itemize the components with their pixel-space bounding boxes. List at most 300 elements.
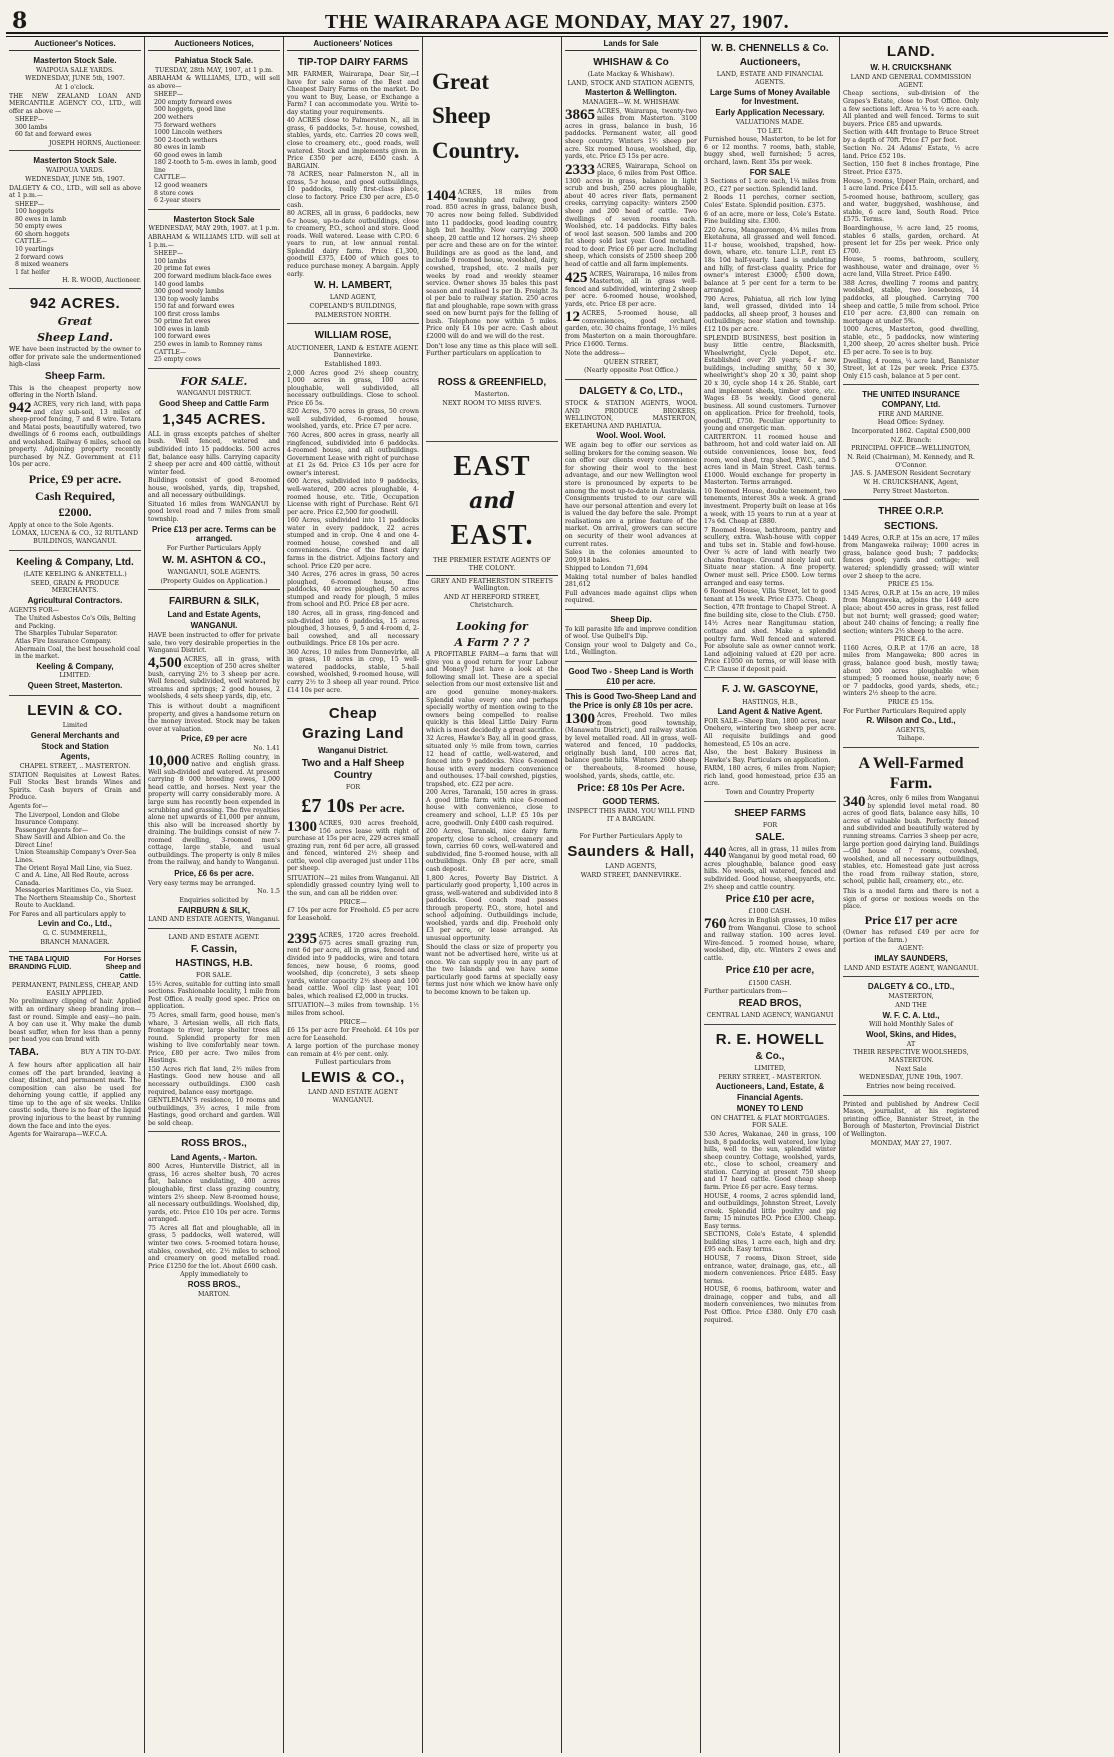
text-col2-a2-items-8: 100 first cross lambs	[154, 310, 220, 318]
text-col3-a2-items-2: 760 Acres, 800 acres in grass, nearly all ringfenced, subdivided into 6 paddocks. 4-roomed house, and all outbuildings. Government Lease with right of purchase at £1 2s 6d. Price £3 10s per acre for owner's interest.	[287, 432, 419, 477]
text-col7-a4-p2: This is a model farm and there is not a sign of gorse or noxious weeds on the place.	[843, 887, 979, 911]
text-col6-a2-items-2: FARM, 180 acres, 6 miles from Napier; rich land, good homestead, price £35 an acre.	[704, 765, 836, 788]
text-col4-country: Country.	[432, 137, 520, 163]
text-col5-a4-price: Price: £8 10s Per Acre.	[577, 783, 685, 795]
text-col3-a3-per: Per acre.	[359, 800, 405, 815]
text-col1-a2-sub: WAIPOUA YARDS.	[45, 167, 105, 175]
text-col2-a2-items-2: 20 prime fat ewes	[154, 265, 211, 273]
text-col5-a3-title: Sheep Dip.	[610, 615, 652, 625]
text-col6-a1-items-10: Section, 47ft frontage to Chapel Street. A fine building site, close to the Club. £750.	[704, 604, 836, 619]
text-col2-a2-items-12: 250 ewes in lamb to Romney rams	[154, 341, 263, 349]
text-col5-a4-terms: GOOD TERMS.	[602, 797, 660, 807]
text-col7-a1-name: W. H. CRUICKSHANK	[870, 63, 952, 73]
text-col7-a5-and: AND THE	[895, 1001, 927, 1009]
column-3	[284, 37, 423, 1753]
text-col1-a1-sign: JOSEPH HORNS, Auctioneer.	[49, 139, 141, 147]
text-col1-a2-items-3: 50 empty ewes	[15, 223, 63, 231]
text-col7-a1-items-5: 5-roomed house, bathroom, scullery, gas and water, buggyshed, washhouse, and stable, 6 acre land, South Road. Price £575. Terms.	[843, 193, 979, 224]
text-col1-a6-p3: A few hours after application all hair comes off the part branded, leaving a clear, distinct, and permanent mark. The composition can also be used for dehorning young cattle, if applied any time up to the age of six weeks. Unlike caustic soda, there is no fear of the liquid proving injurious to the beast by running down the face and into the eyes.	[9, 1062, 141, 1130]
text-col6-a4-items-4: HOUSE, 6 rooms, bathroom, water and drainage, copper and tubs, and all modern conveniences, two minutes from Post Office. Price £380. Only £70 cash required.	[704, 1286, 836, 1324]
text-col3-a3-pricehead2: PRICE—	[339, 1018, 367, 1026]
text-col1-a2-items-0: SHEEP—	[15, 200, 45, 208]
text-col1-a5-sub3: Agents,	[60, 752, 90, 762]
headline-great: Great	[432, 69, 490, 94]
text-col4-town: Masterton.	[474, 390, 510, 398]
text-col2-a2-items-11: 100 forward ewes	[154, 333, 211, 341]
text-col1-a2-items-7: 2 forward cows	[15, 253, 64, 261]
text-col1-a4-items-2: Atlas Fire Insurance Company.	[15, 638, 112, 646]
text-col3-a1-items-0: 40 ACRES close to Palmerston N., all in grass, 6 paddocks, 5-r. house, cowshed, stables, yards, etc. Carries 20 cows well, close to creamery, etc., good roads, well watered. Stock and implements given in. Price £350 per acre, £450 cash. A BARGAIN.	[287, 117, 419, 170]
text-col1-a3-p1: WE have been instructed by the owner to offer for private sale the undermentioned high-class	[9, 345, 141, 369]
text-col1-a3-apply: Apply at once to the Sole Agents.	[9, 521, 114, 529]
text-col1-a5-items-5: C and A. Line, All Red Route, across Canada.	[15, 872, 129, 887]
text-col2-a4-title: FAIRBURN & SILK,	[169, 596, 259, 608]
text-col7-a2-agent: W. H. CRUICKSHANK, Agent,	[863, 479, 959, 487]
ad-942-acres	[9, 291, 141, 551]
text-col4-items-1: 200 Acres, Taranaki, 150 acres in grass. A good little farm with nice 6-roomed house with convenience, close to creamery and school, L.I.P. £5 10s per acre, goodwill. Only £400 cash required.	[426, 789, 558, 827]
text-col1-a3-p3: ACRES, very rich land, with papa and clay sub-soil, 13 miles of sheep-proof fencing, 7 and 8 wire. Totara and Matai posts, beautifully watered, two dwellings of 6 rooms each, outbuildings and woolshed. Railway 6 miles, school on property. Adjoining property recently purchased by N.Z. Government at £11 10s per acre.	[9, 400, 141, 469]
text-col2-a2-items-10: 100 ewes in lamb	[154, 325, 209, 333]
text-col1-a3-num: 942	[9, 399, 32, 416]
text-col7-a1-items-9: 1000 Acres, Masterton, good dwelling, stable, etc., 5 paddocks, now wintering 1,200 sheep, 20 acres shelter bush. Price £5 per acre. To see is to buy.	[843, 326, 979, 356]
text-col2-a6-items-0: 800 Acres, Hunterville District, all in grass, 16 acres shelter bush, 70 acres flat, balance undulating, 400 acres ploughable, first class grazing country, winters 2½ sheep. New 8-roomed house, all necessary outbuildings. Woolshed, dip, yards, etc. Price £10 10s per acre. Terms arranged.	[148, 1163, 280, 1224]
text-col6-a1-val: VALUATIONS MADE.	[735, 118, 805, 126]
text-col5-a1-addr: QUEEN STREET,	[603, 358, 659, 366]
text-col2-a2-items-13: CATTLE—	[154, 348, 187, 356]
text-col2-a4-p4: ACRES Rolling country, in native and english grass. Well sub-divided and watered. At present carrying 8 000 breeding ewes, 1,000 head cattle, and horses. Next year the property will carry considerably more. A large sum has recently been expended in scrubbing and grassing. The five royalties alone net upwards of £1,000 per annum, this also will be increased shortly by draining. The buildings consist of new 7-roomed dwelling, 3-roomed men's cottage, large stable, and usual outbuildings. The property is only 8 miles from the railway, and handy to Wanganui.	[148, 753, 280, 867]
text-col1-a3-sub2: Sheep Land.	[37, 330, 113, 344]
text-col2-a2-items-14: 25 empty cows	[154, 356, 201, 364]
text-col7-a3-apply: For Further Particulars Required apply	[843, 707, 966, 715]
text-col2-a6-items-1: 75 Acres all flat and ploughable, all in grass, 5 paddocks, well watered, will winter two cows. 5-roomed totara house, stables, cowshed, etc. 2½ miles to school and creamery on good metalled road. Price £1250 for the lot. About £600 cash.	[148, 1224, 280, 1270]
text-col1-a6-p2: No preliminary clipping of hair. Applied with an ordinary sheep branding iron—fast or round. Simple and easy—no pain. A boy can use it. Why make the dumb beast suffer, when for less than a penny per head you can brand with	[9, 998, 141, 1044]
text-col3-a3-name: LEWIS & CO.,	[301, 1069, 405, 1087]
text-col7-a2-inc: Incorporated 1862. Capital £500,000	[851, 428, 971, 436]
text-col3-a2-items-1: 820 Acres, 570 acres in grass, 50 crown well subdivided, 6-roomed house, woolshed, yards, etc. Price £7 per acre.	[287, 408, 419, 431]
text-col4-name: ROSS & GREENFIELD,	[437, 376, 547, 388]
ad-fairburn-silk	[148, 592, 280, 929]
text-col7-imprint: Printed and published by Andrew Cecil Mason, journalist, at his registered printing office, Bannister Street, in the Borough of Masterton, Provincial District of Wellington.	[843, 1100, 979, 1139]
text-col2-a4-no2: No. 1.5	[257, 888, 280, 896]
imprint	[843, 1098, 979, 1151]
text-col1-a5-addr: CHAPEL STREET, .. MASTERTON.	[19, 763, 131, 771]
text-col2-a4-town: WANGANUI.	[190, 621, 238, 631]
text-col6-a1-items-1: 2 Roods 11 perches, corner section, Coles' Estate. Splendid position. £375.	[704, 194, 836, 209]
column-2	[145, 37, 284, 1753]
text-col2-a2-items-7: 150 fat and forward ewes	[154, 303, 235, 311]
text-col7-a5-entries: Entries now being received.	[866, 1083, 956, 1091]
text-col5-a4-num: 1300	[565, 711, 595, 728]
text-col5-a4-role: LAND AGENTS,	[605, 863, 657, 871]
text-col7-a4-role: LAND AND ESTATE AGENT, WANGANUI.	[843, 964, 979, 972]
text-col5-a1-mgr: MANAGER—W. M. WHISHAW.	[582, 99, 680, 107]
text-col7-a4-price: Price £17 per acre	[864, 912, 958, 927]
text-col1-a3-amount: £2000.	[58, 505, 92, 520]
text-col7-a2-office: Head Office: Sydney.	[877, 419, 945, 427]
text-col1-a3-agents: LOMAX, LUCENA & CO., 32 RUTLAND BUILDINGS, WANGANUI.	[11, 530, 139, 546]
text-col1-a3-title: 942 ACRES.	[29, 294, 121, 312]
text-col2-a4-name: FAIRBURN & SILK,	[178, 905, 250, 915]
text-col3-a3-p2: SITUATION—21 miles from Wanganui. All splendidly grassed country lying well to the sun, and can all be ridden over.	[287, 874, 419, 897]
text-col3-a3-p5: SITUATION—3 miles from township. 1½ miles from school.	[287, 1002, 419, 1017]
text-col1-a5-sub1: General Merchants and	[30, 730, 120, 740]
column-5	[562, 37, 701, 1753]
ad-dalgety-wool	[565, 382, 697, 610]
ad-read-bros-sheep-farms	[704, 804, 836, 1025]
text-col5-a1-num3: 425	[565, 269, 588, 286]
text-col2-a3-p2: Buildings consist of good 8-roomed house, woolshed, yards, dip, trapshed, and all necessary outbuildings.	[148, 477, 280, 500]
ad-levin-co	[9, 698, 141, 952]
text-col3-a3-p7: A large portion of the purchase money can remain at 4½ per cent. only.	[287, 1043, 419, 1058]
text-col6-a4-ltd: LIMITED,	[754, 1065, 786, 1073]
text-col6-a3-apply: Further particulars from—	[704, 988, 788, 996]
text-col6-a4-role: Auctioneers, Land, Estate, &	[715, 1082, 825, 1092]
text-col6-a1-p1: Furnished house, Masterton, to be let for 6 or 12 months. 7 rooms, bath, stable, buggy shed, well furnished; 5 acres, orchard, lawn. Rent 35s per week.	[704, 136, 836, 166]
text-col5-a2-stats2: Shipped to London 71,694	[565, 565, 648, 573]
text-col5-a1-p2: ACRES, Wairarapa, twenty-two miles from Masterton. 3100 acres in grass, balance in bush, 16 paddocks. Permanent water, all good sheep country. Winters 1½ sheep per acre. Six roomed house, woolshed, dip, yards, etc. Price £5 15s per acre.	[565, 107, 697, 161]
text-col2-a2-items-4: 140 good lambs	[154, 280, 204, 288]
text-col6-a1-role: Auctioneers,	[739, 57, 801, 69]
text-col3-a2-role: AUCTIONEER, LAND & ESTATE AGENT. Dannevirke.	[287, 344, 419, 360]
column-header: Lands for Sale	[565, 39, 697, 51]
text-col7-a3-prices-2: PRICE £5 15s.	[887, 698, 935, 706]
text-col7-a1-items-3: Section, 150 feet 8 inches frontage, Pine Street. Price £375.	[843, 161, 979, 177]
column-header: Auctioneer's Notices.	[9, 39, 141, 51]
text-col4-items-3: 1,800 Acres, Poverty Bay District. A particularly good property, 1,100 acres in grass, well-watered and subdivided into 8 paddocks. Good coach road passes through property. P.O., store, hotel and school adjoining. Outbuildings include, woolshed, yards and dip. Freehold only £3 per acre, or lease arranged. An unusual opportunity.	[426, 874, 558, 943]
text-col4-p1: ACRES, 18 miles from township and railway, good road. 850 acres in grass, balance bush, 70 acres now being felled. Subdivided into 11 paddocks, good leading country, high but healthy. Now carrying 2000 sheep, 20 cattle and 12 horses. 2½ sheep per acre and these are on for the winter. Buildings are as good as the land, and include 9 roomed house, woolshed, dairy, cowshed, trapshed, etc. 2 mails per weeks by road and weekly steamer service. Owner shows 35 bales this past season and realised 1s per lb. Freight 3s ol per bale to railway station. 250 acres flat and ploughable, rape sown with grass seed on new burnt pays for the felling of bush. Telephone now within 5 miles. Price only £4 10s per acre. Cash about £2000 will do and we will do the rest.	[426, 189, 558, 340]
text-col7-a3-role: AGENTS,	[896, 726, 926, 734]
text-col1-a3-price: Price, £9 per acre.	[28, 472, 122, 487]
text-col1-a1-title: Masterton Stock Sale.	[33, 55, 117, 65]
text-col2-a3-price: Price £13 per acre. Terms can be arranged.	[152, 524, 276, 544]
text-col2-a1-items-13: 6 2-year steers	[154, 197, 201, 205]
text-col6-a1-items-5: SPLENDID BUSINESS, best position in busy little centre, Blacksmith, Wheelwright, Cycle Depot, etc. Established over 20 years; 4-r new buildings, including smithy, 50 x 30, wheelwright's shop 20 x 30, paint shop 20 x 30, cycle shop 14 x 26. Stable, cart and implement sheds, timber store, etc. Wages £8 5s weekly. Good general business. All sound customers. Turnover on application. Price for freehold, tools, goodwill, £750. Peculiar opportunity to young and energetic man.	[704, 334, 836, 433]
ad-william-rose	[287, 326, 419, 699]
text-col2-a1-items-10: CATTLE—	[154, 174, 187, 182]
text-col6-a1-title: W. B. CHENNELLS & Co.	[711, 43, 829, 54]
text-col5-a4-name: Saunders & Hall,	[567, 843, 695, 861]
text-col1-a4-ltd: LIMITED.	[59, 672, 91, 680]
text-col1-a4-addr: Queen Street, Masterton.	[27, 681, 123, 691]
text-col7-a3-items-2: 1160 Acres, O.R.P. at 17/6 an acre, 18 miles from Mangaweka; 800 acres in grass, balance good bush, mostly tawa; about 300 acres ploughable when stumped; 5 roomed house, nearly new; 6 or 7 paddocks, good yards, sheds, etc.; winters 2½ sheep to the acre.	[843, 644, 979, 698]
text-col1-a3-h: Sheep Farm.	[44, 370, 106, 382]
text-col1-a5-items-4: The Orient Royal Mail Line, via Suez.	[15, 864, 133, 872]
text-col3-a2-est: Established 1893.	[324, 360, 382, 368]
text-col6-a1-items-6: CARTERTON. 11 roomed house and bathroom, hot and cold water laid on. All outside conveniences, loose box, feed room, wool shed, trap shed, P.W.C., and 5 acres land in Main Street. Cash terms. £1000. Would exchange for property in Masterton. Terms arranged.	[704, 433, 836, 487]
text-col6-a1-h2: Early Application Necessary.	[715, 108, 825, 118]
text-col5-a2-p1: STOCK & STATION AGENTS, WOOL AND PRODUCE BROKERS, WELLINGTON, MASTERTON, EKETAHUNA AND PAHIATUA.	[565, 400, 697, 430]
text-col7-a4-note: (Owner has refused £49 per acre for portion of the farm.)	[843, 929, 979, 944]
text-col6-a1-fs: FOR SALE	[749, 167, 791, 177]
text-col1-a2-title: Masterton Stock Sale.	[33, 156, 117, 166]
text-col6-a4-chat: ON CHATTEL & FLAT MORTGAGES. FOR SALE.	[710, 1114, 830, 1130]
text-col5-a3-p1: To kill parasite life and improve condition of wool. Use Quibell's Dip.	[565, 625, 697, 641]
masthead	[6, 8, 1108, 34]
text-col4-and: and	[469, 488, 515, 515]
column-4	[423, 37, 562, 1753]
text-col1-a5-agents: Agents for—	[9, 803, 48, 811]
text-col5-a4-h1: Good Two - Sheep Land is Worth £10 per acre.	[568, 667, 694, 686]
text-col6-a2-title: F. J. W. GASCOYNE,	[721, 684, 819, 696]
text-col6-a3-num2: 760	[704, 915, 727, 932]
text-col7-a1-role: LAND AND GENERAL COMMISSION AGENT.	[850, 74, 972, 89]
text-col7-a3-sub: SECTIONS.	[884, 520, 938, 532]
text-col5-a1-p3: ACRES, Wairarapa, School on place, 6 miles from Post Office. 1300 acres in grass, balance in light scrub and bush, 250 acres ploughable, about 40 acres river flats, permanent creeks, carrying capacity: winters 2500 sheep and 200 head of cattle. Two dwellings of seven rooms each. Woolshed, etc. 14 paddocks. Fifty bales of wool last season. 500 lambs and 200 fat sheep sold last year. Good metalled road to door. Price £6 per acre. Including sheep, which consists of 2500 sheep 200 head of cattle and all farm implements.	[565, 162, 697, 268]
text-col3-a3-price: £7 10s	[301, 794, 355, 817]
text-col1-a2-sign: H. R. WOOD, Auctioneer.	[62, 277, 141, 285]
ad-well-farmed-farm	[843, 750, 979, 977]
text-col1-a5-name: Levin and Co., Ltd.,	[38, 919, 112, 929]
text-col2-a5-fs: FOR SALE.	[196, 972, 232, 980]
text-col7-a1-items-8: 388 Acres, dwelling 7 rooms and pantry, woolshed, stable, two loosebozes, 14 paddocks, all ploughed. Carrying 700 sheep and cattle, 5 mile from school. Price £10 per acre. £3,800 can remain on mortgage at under 5%.	[843, 279, 979, 325]
text-col6-a1-items-3: 220 Acres, Mangaorongo, 4¼ miles from Eketahuna, all grassed and well fenced. 11-r house, woolshed, trapshed, how-down, whare, etc. tenure L.I.P., rent £5 18s 10d half-yearly. Land is undulating and hilly, of first-class quality. Price for owner's interest £3000; £500 down, balance at 5 per cent for a term to be arranged.	[704, 226, 836, 295]
text-col2-a1-items-0: SHEEP—	[154, 91, 184, 99]
text-col6-a1-items-2: 6 of an acre, more or less, Cole's Estate. Fine building site. £300.	[704, 210, 836, 226]
column-6	[701, 37, 840, 1753]
text-col6-a4-items-3: HOUSE, 7 rooms, Dixon Street, side entrance, water, drainage, gas, etc., all modern conveniences. Price £485. Easy terms.	[704, 1255, 836, 1285]
text-col2-a4-num1: 4,500	[148, 654, 182, 671]
text-col3-a2-items-7: 360 Acres, 10 miles from Dannevirke, all in grass, 10 acres in crop, 15 well-watered paddocks, stable, 5-bail cowshed, woolshed, 9-roomed house, will carry 2½ to 3 sheep all year round. Price £14 10s per acre.	[287, 648, 419, 694]
text-col7-a4-title: A Well-Farmed Farm.	[858, 755, 964, 792]
text-col2-a1-items-6: 500 2-tooth wethers	[154, 136, 218, 144]
text-col1-a1-time: At 1 o'clock.	[55, 83, 95, 91]
newspaper-title: THE WAIRARAPA AGE MONDAY, MAY 27, 1907.	[324, 11, 790, 33]
text-col7-a4-num: 340	[843, 794, 866, 811]
text-col1-a6-right: For Horses Sheep and Cattle.	[104, 955, 141, 980]
text-col1-a5-items-0: The Liverpool, London and Globe Insurance Company.	[15, 811, 120, 827]
text-col2-a1-items-12: 8 store cows	[154, 189, 194, 197]
text-col2-a4-p2: ACRES, all in grass, with exception of 250 acres shelter bush, carrying 2½ to 3 sheep per acre. Well fenced, subdivided, well watered by streams and springs; 2 good houses, 2 woolsheds, 4 sets sheep yards, dip, etc.	[148, 655, 280, 701]
text-col3-a3-p3: £7 10s per acre for Freehold. £5 per acre for Leasehold.	[287, 907, 419, 922]
text-col7-a5-p2: THEIR RESPECTIVE WOOLSHEDS, MASTERTON.	[853, 1049, 969, 1065]
ad-gascoyne	[704, 680, 836, 801]
text-col1-a6-tin: BUY A TIN TO-DAY.	[80, 1049, 141, 1057]
text-col3-a2-items-6: 180 Acres, all in grass, ring-fenced and sub-divided into 6 paddocks, 15 acres ploughed, 3 houses, 9, 5 and 4-room d, 2-bail cowshed, and all necessary outbuildings. Price £8 10s per acre.	[287, 609, 419, 648]
text-col7-a1-items-6: Boardinghouse, ½ acre land, 25 rooms, stables 6 stalls, garden, orchard. At present let for 25s per week. Price only £700.	[843, 224, 979, 255]
text-col3-a1-bldg: COPELAND'S BUILDINGS,	[309, 302, 397, 310]
ad-saunders-hall	[565, 664, 697, 884]
ad-sheep-dip	[565, 612, 697, 662]
text-col6-a1-items-9: 6 Roomed House, Villa Street, let to good tenant at 15s week. Price £375. Cheap.	[704, 588, 836, 603]
text-col1-a1-body: THE NEW ZEALAND LOAN AND MERCANTILE AGENCY CO., LTD., will offer as above —	[9, 92, 141, 115]
text-col1-a2-items-5: CATTLE—	[15, 238, 48, 246]
text-col2-a3-apply: For Further Particulars Apply	[166, 545, 262, 553]
text-col2-a4-price1: Price, £9 per acre	[180, 734, 248, 744]
text-col2-a3-p3: Situated 16 miles from WANGANUI by good level road and 7 miles from small township.	[148, 500, 280, 524]
text-col4-east2: EAST.	[450, 520, 534, 552]
text-col7-a1-items-0: Cheap sections, sub-division of the Grapes's Estate, close to Post Office. Only a few sections left. Area ¼ to ½ acre each. All planted and well fenced. Terms to suit buyers. Price £85 and upwards.	[843, 90, 979, 128]
text-col4-num1: 1404	[426, 188, 456, 205]
text-col7-a5-town: MASTERTON,	[888, 993, 934, 1001]
text-col2-a1-items-2: 500 hoggets, good line	[154, 106, 226, 114]
text-col7-a4-name: IMLAY SAUNDERS,	[874, 954, 948, 964]
text-col2-a2-items-3: 200 forward medium black-face ewes	[154, 272, 272, 280]
text-col6-a4-addr: PERRY STREET, - MASTERTON.	[718, 1073, 822, 1081]
text-col3-a3-num1: 1300	[287, 818, 317, 835]
text-col6-a1-let: TO LET.	[757, 127, 783, 135]
text-col2-a3-acres: 1,345 ACRES.	[162, 410, 266, 428]
text-col5-a1-opp: (Nearly opposite Post Office.)	[583, 367, 679, 375]
text-col6-a3-role: CENTRAL LAND AGENCY, WANGANUI	[706, 1011, 834, 1019]
text-col7-a1-items-1: Section with 44ft frontage to Bruce Street by a depth of 70ft. Price £7 per foot.	[843, 129, 979, 144]
text-col1-a5-mgr: G. C. SUMMERELL,	[42, 930, 108, 938]
text-col2-a3-p1: ALL in grass excepts patches of shelter bush. Well fenced, watered and subdivided into 15 paddocks. 500 acres flat, balance easy hills. Carrying capacity 2 sheep per acre and 400 cattle, without winter feed.	[148, 430, 280, 476]
text-col7-a5-h: Wool, Skins, and Hides,	[865, 1029, 957, 1039]
text-col2-a2-items-5: 300 good wooly lambs	[154, 288, 224, 296]
text-col6-a2-items-1: Also, the best Bakery Business in Hawke's Bay. Particulars on application.	[704, 749, 836, 764]
text-col3-a1-items-1: 78 ACRES, near Palmerston N., all in grass, 5-r house, and good outbuildings, 10 paddocks, really first-class place, close to factory. Price £30 per acre, £5-0 cash.	[287, 171, 419, 209]
text-col1-a4-items-0: The United Asbestos Co's Oils, Belting and Packing.	[15, 615, 136, 630]
text-col7-a5-co: W. F. C. A. Ltd.,	[882, 1010, 940, 1020]
text-col4-addr: NEXT ROOM TO MISS RIVE'S.	[442, 399, 542, 407]
text-col1-a5-items-7: The Northern Steamship Co., Shortest Route to Auckland.	[15, 894, 136, 910]
text-col3-a2-name: WILLIAM ROSE,	[314, 330, 392, 342]
ad-ross-bros	[148, 1134, 280, 1302]
text-col1-a6-p1: PERMANENT, PAINLESS, CHEAP, AND EASILY APPLIED.	[11, 982, 139, 997]
text-col7-a1-items-7: House, 5 rooms, bathroom, scullery, washhouse, water and drainage, over ½ acre land, Villa Street. Price £490.	[843, 256, 979, 279]
text-col2-a2-items-6: 130 top wooly lambs	[154, 295, 219, 303]
text-col7-a2-title: THE UNITED INSURANCE COMPANY, Ltd.	[862, 390, 960, 409]
text-col6-a3-cash2: £1500 CASH.	[748, 979, 792, 987]
text-col6-a4-items-2: SECTIONS, Cole's Estate, 4 splendid building sites, 1 acre each, high and dry. £95 each. Easy terms.	[704, 1231, 836, 1254]
text-col3-a3-dist: Wanganui District.	[318, 745, 388, 755]
text-col1-a4-items-1: The Sharples Tubular Separator.	[15, 630, 118, 638]
text-col2-a3-title: FOR SALE.	[180, 374, 248, 388]
text-col5-a2-p2: WE again beg to offer our services as selling brokers for the coming season. We can offer our clients every convenience for showing their wool to the best advantage, and our new Wellington wool store is pronounced by experts to be among the most up-to-date in Australasia. Consignments trusted to our care will have our personal attention and every lot is valued the day before the sale. Prompt realisations are a prime feature of the market. On arrival, growers can secure on security of their wool advances at current rates.	[565, 442, 697, 548]
text-col2-a5-items-1: 75 Acres, small farm, good house, men's whare, 3 Artesian wells, all rich flats, frontage to river, large shelter trees all round. Splendid property for men wishing to live comfortably near town. Price, £80 per acre. Two miles from Hastings.	[148, 1011, 280, 1065]
text-col3-a2-items-5: 340 Acres, 276 acres in grass, 50 acres ploughed, 6-roomed house, fine paddocks, 40 acres ploughed, 50 acres stumped and ready for plough, 5 miles from school and P.O. Price £8 per acre.	[287, 571, 419, 609]
text-col6-a4-title: R. E. HOWELL	[715, 1030, 825, 1048]
text-col3-a3-title: Cheap	[328, 705, 378, 723]
text-col2-a2-items-1: 100 lambs	[154, 257, 187, 265]
text-col4-co2: GREY AND FEATHERSTON STREETS Wellington.	[431, 577, 553, 593]
text-col1-a2-date: WEDNESDAY, JUNE 5th, 1907.	[25, 175, 125, 183]
text-col2-a2-title: Masterton Stock Sale	[173, 214, 255, 224]
page-number: 8	[12, 8, 28, 34]
text-col1-a1-items-2: 60 fat and forward ewes	[15, 131, 92, 139]
text-col6-a4-role2: Financial Agents.	[737, 1093, 803, 1103]
text-col2-a1-items-5: 1000 Lincoln wethers	[154, 129, 223, 137]
text-col1-a1-sub: WAIPOUA SALE YARDS.	[36, 66, 114, 74]
columns	[6, 36, 1108, 1753]
text-col4-east1: EAST	[453, 451, 531, 483]
text-col1-a6-agent: Agents for Wairarapa—W.F.C.A.	[9, 1131, 108, 1139]
text-col3-a3-pricehead: PRICE—	[339, 898, 367, 906]
text-col2-a3-h: Good Sheep and Cattle Farm	[159, 398, 269, 408]
text-col6-a3-num1: 440	[704, 844, 727, 861]
text-col2-a1-title: Pahiatua Stock Sale.	[174, 55, 254, 65]
text-col7-a5-title: DALGETY & CO., LTD.,	[867, 982, 955, 992]
text-col2-a1-items-11: 12 good weaners	[154, 182, 208, 190]
text-col6-a4-co: & Co.,	[755, 1050, 785, 1062]
text-col2-a4-enq: Enquiries solicited by	[179, 896, 249, 904]
column-7	[840, 37, 982, 1753]
text-col4-p4: Should the class or size of property you want not be advertised here, write us at once. We can supply you in any part of the two Islands and we have some particularly good farms at specially easy terms just now which we know have only to become known to be taken up.	[426, 943, 558, 996]
text-col2-a3-sub: WANGANUI DISTRICT.	[176, 390, 252, 398]
text-col1-a1-items-1: 300 lambs	[15, 123, 48, 131]
text-col6-a1-items-8: 7 Roomed House, bathroom, pantry and scullery, extra. Wash-house with copper and tubs set in. Stable and fowl-house. Over ¼ acre of land with nearly two chains frontage. Ground nicely laid out. Situate near station. A fine property. Owner must sell. Price £500. Low terms arranged and easy terms.	[704, 526, 836, 587]
text-col3-a1-items-2: 80 ACRES, all in grass, 6 paddocks, new 6-r house, up-to-date outbuildings, close to creamery, P.O., school and store. Good roads. Well watered. Lease with C.P.O. 6 years to run, at low annual rental. Splendid dairy farm. Price £1,300, goodwill £375, £400 of which goes to reduce purchase money. A bargain. Apply early.	[287, 210, 419, 278]
ad-masterton-stock-sale-aw	[148, 212, 280, 369]
text-col7-a5-next: Next Sale	[895, 1065, 927, 1073]
text-col6-a3-cash1: £1000 CASH.	[748, 908, 792, 916]
text-col4-co1: THE PREMIER ESTATE AGENTS OF THE COLONY.	[433, 557, 551, 573]
text-col1-a4-line: SEED, GRAIN & PRODUCE MERCHANTS.	[30, 579, 120, 595]
text-col7-a1-title: LAND.	[886, 43, 936, 60]
ad-cruickshank-land	[843, 39, 979, 385]
text-col2-a2-body: ABRAHAM & WILLIAMS LTD. will sell at 1 p.m.—	[148, 234, 280, 249]
text-col2-a5-items-3: GENTLEMAN'S residence, 10 rooms and outbuildings, 3½ acres, 1 mile from Hastings, good orchard and garden. Will be sold cheap.	[148, 1097, 280, 1127]
text-col1-a4-sub: (LATE KEELING & ANKETELL.)	[23, 571, 127, 578]
text-col2-a3-guide: (Property Guides on Application.)	[160, 577, 268, 585]
text-col2-a4-num2: 10,000	[148, 752, 190, 769]
text-col4-h-farm: A Farm ? ? ?	[454, 635, 530, 649]
text-col2-a1-date: TUESDAY, 28th MAY, 1907, at 1 p.m.	[154, 66, 274, 74]
text-col5-a4-addr: WARD STREET, DANNEVIRKE.	[580, 872, 682, 880]
ad-keeling-company	[9, 553, 141, 696]
text-col5-a2-stats1: Sales in the colonies amounted to 209,918 bales.	[565, 549, 697, 564]
text-col1-a4-h: Agricultural Contractors.	[27, 596, 123, 606]
text-col7-a2-chair: N. Reid (Chairman), M. Kennedy, and R. O'Connor.	[847, 454, 975, 469]
text-col1-a5-items-2: Shaw Savill and Albion and Co. the Direct Line!	[15, 834, 126, 849]
column-header: Auctioneers Notices,	[148, 39, 280, 51]
text-col1-a2-items-1: 100 hoggets	[15, 208, 54, 216]
text-col2-a4-no1: No. 1.41	[253, 745, 280, 753]
text-col6-a4-items-1: HOUSE, 4 rooms, 2 acres splendid land, and outbuildings, Johnston Street, Lovely creek. Splendid little poultry and pig farm; 15 minutes P.O. Price £300. Cheap. Easy terms.	[704, 1192, 836, 1230]
column-1	[6, 37, 145, 1753]
text-col1-a5-sub2: Stock and Station	[41, 741, 109, 751]
text-col2-a6-apply: Apply immediately to	[180, 1271, 248, 1279]
column-header: Auctioneers' Notices	[287, 39, 419, 51]
text-col2-a4-p3: This is without doubt a magnificent property, and gives a handsome return on the money invested. Stock may be taken over at valuation.	[148, 703, 280, 733]
text-col2-a5-items-0: 15½ Acres, suitable for cutting into small sections. Fashionable locality, 1 mile from Post Office. A really good spec. Price on application.	[148, 980, 280, 1011]
text-col5-a1-note: Note the address—	[565, 350, 626, 358]
ad-cheap-grazing-land	[287, 701, 419, 1109]
text-col4-p2: Don't lose any time as this place will sell. Further particulars on application to	[426, 342, 558, 358]
text-col7-a5-p1: Will hold Monthly Sales of	[869, 1021, 953, 1029]
text-col3-a1-title: TIP-TOP DAIRY FARMS	[297, 56, 409, 68]
text-col3-a3-sub: Grazing Land	[302, 725, 404, 743]
text-col6-a1-sub: LAND, ESTATE AND FINANCIAL AGENTS.	[716, 71, 824, 87]
text-col2-a1-items-3: 200 wethers	[154, 113, 194, 121]
stock-list	[15, 201, 141, 277]
ad-whishaw-co	[565, 53, 697, 380]
text-col3-a3-h: Two and a Half Sheep Country	[301, 757, 405, 781]
text-col6-a3-price2: Price £10 per acre,	[725, 965, 815, 977]
text-col1-a2-items-6: 10 yearlings	[15, 246, 54, 254]
text-col5-a4-apply: For Further Particulars Apply to	[579, 833, 683, 841]
ad-tip-top-dairy-farms	[287, 53, 419, 325]
text-col4-items-2: 200 Acres, Taranaki, nice dairy farm property, close to school, creamery and town, carries 60 cows, well-watered and subdivided, fine 5-roomed house, with all outbuildings. Only £8 per acre, small cash deposit.	[426, 828, 558, 873]
text-col1-a6-left: THE TABA LIQUID BRANDING FLUID.	[9, 955, 72, 972]
text-col2-a4-price2: Price, £6 6s per acre.	[174, 869, 254, 879]
text-col1-a5-ltd: Limited	[62, 722, 88, 730]
text-col6-a2-role: Land Agent & Native Agent.	[717, 707, 823, 717]
text-col7-a4-agent: AGENT:	[898, 945, 924, 953]
text-col7-a5-date: WEDNESDAY, JUNE 19th, 1907.	[859, 1074, 963, 1082]
text-col6-a4-items-0: 530 Acres, Wakanae, 240 in grass, 100 bush, 8 paddocks, well watered, low lying hills, well to the sun, splendid winter sheep country. Cottage, woolshed, yards, etc., close to school, creamery and station. Carrying at present 750 sheep and 17 head cattle. Good cheap sheep farm. Price £6 per acre. Easy terms.	[704, 1131, 836, 1191]
text-col6-a3-sale: SALE.	[755, 831, 785, 843]
text-col2-a3-name: W. M. ASHTON & CO.,	[162, 554, 266, 566]
text-col5-a2-wool: Wool. Wool. Wool.	[596, 431, 666, 441]
text-col2-a5-name: F. Cassin,	[190, 943, 238, 955]
text-col1-a5-items-1: Passenger Agents for—	[15, 826, 88, 834]
text-col3-a3-for: FOR	[345, 783, 361, 791]
text-col7-a4-p1: Acres, only 6 miles from Wanganui by splendid level metal road. 80 acres of good flats, balance easy hills, 10 acres of valuable bush. Perfectly fenced and subdivided and beautifully watered by running streams. Carries 3 sheep per acre, large portion good dairying land. Buildings—Old house of 7 rooms, cowshed, woolshed, and all necessary outbuildings, stables, etc. Homestead gate just across the road from railway station, store, school, public hall, creamery, etc., etc.	[843, 795, 979, 886]
text-col3-a1-intro: MR FARMER, Wairarapa, Dear Sir,—I have for sale some of the Best and Cheapest Dairy Farms on the market. Do you want to Buy, Lease, or Exchange a Farm? I can accommodate you. Write to-day stating your requirements.	[287, 70, 419, 116]
text-col2-a1-items-1: 200 empty forward ewes	[154, 98, 232, 106]
text-col3-a2-items-3: 600 Acres, subdivided into 9 paddocks, well-watered, 200 acres ploughable, 4-roomed house, etc. Title, Occupation License with right of Purchase. Rent 6/1 per acre. Price £2,500 for goodwill.	[287, 478, 419, 516]
